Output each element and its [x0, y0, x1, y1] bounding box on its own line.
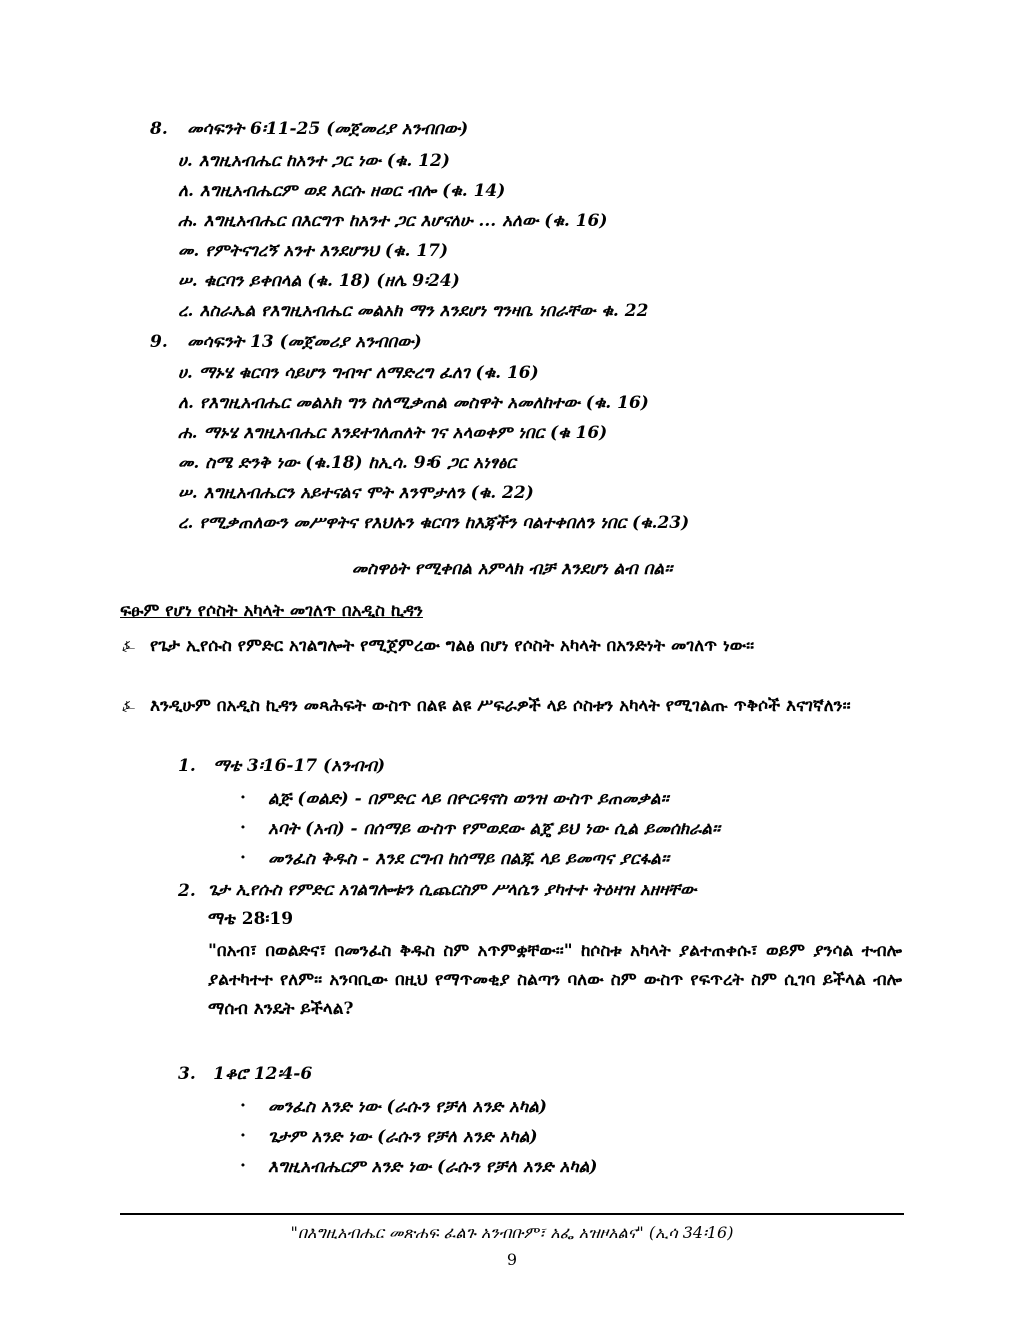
ref-3-item: መንፈስ አንድ ነው (ራሱን የቻለ አንድ አካል) — [268, 1097, 547, 1117]
dot-icon: · — [240, 1156, 246, 1176]
dot-icon: · — [240, 1126, 246, 1146]
ref-1-number: 1. — [178, 756, 196, 776]
section-8-item: ለ. እግዚአብሔርም ወደ እርሱ ዘወር ብሎ (ቁ. 14) — [178, 181, 506, 201]
section-8-item: ሠ. ቁርባን ይቀበላል (ቁ. 18) (ዘሌ 9፡24) — [178, 271, 460, 291]
dot-icon: · — [240, 848, 246, 868]
ref-3-item: ጌታም አንድ ነው (ራሱን የቻለ አንድ አካል) — [268, 1127, 538, 1147]
section-9-number: 9. — [150, 332, 168, 352]
dot-icon: · — [240, 788, 246, 808]
page-number: 9 — [506, 1250, 518, 1269]
section-9-item: ሀ. ማኑሄ ቁርባን ሳይሆን ግብዣ ለማድረግ ፈለገ (ቁ. 16) — [178, 363, 539, 383]
bullet-paragraph: እንዲሁም በአዲስ ኪዳን መጻሕፍት ውስጥ በልዩ ልዩ ሥፍራዎች ላይ ሶስቱን አካላት የሚገልጡ ጥቅሶች እናገኛለን፡፡ — [150, 696, 851, 716]
bullet-icon: ⍼ — [122, 697, 136, 715]
section-8-item: ረ. እስራኤል የእግዚአብሔር መልአክ ማን እንደሆነ ግንዛቤ ነበራቸው ቁ. 22 — [178, 301, 649, 321]
bullet-icon: ⍼ — [122, 637, 136, 655]
ref-3-heading — [178, 1063, 312, 1085]
ref-1-heading — [178, 755, 385, 777]
center-note: መስዋዕት የሚቀበል አምላክ ብቻ እንደሆነ ልብ በል፡፡ — [351, 559, 673, 579]
ref-1-item: መንፈስ ቅዱስ - እንደ ርግብ ከሰማይ በልጁ ላይ ይመጣና ያርፋል፡፡ — [268, 849, 669, 869]
ref-1-title: ማቴ 3፡16-17 (አንብብ) — [213, 756, 386, 776]
section-9-item: መ. ስሜ ድንቅ ነው (ቁ.18) ከኢሳ. 9፡6 ጋር አነፃፅር — [178, 453, 516, 473]
ref-3-number: 3. — [178, 1064, 196, 1084]
section-8-item: ሐ. እግዚአብሔር በእርግጥ ከአንተ ጋር እሆናለሁ ... አለው (ቁ. 16) — [178, 211, 608, 231]
section-8-heading — [150, 118, 468, 140]
section-8-title: መሳፍንት 6፡11-25 (መጀመሪያ አንብበው) — [187, 119, 469, 139]
ref-2-reference: ማቴ 28፡19 — [208, 909, 294, 929]
section-9-item: ሐ. ማኑሄ እግዚአብሔር እንደተገለጠለት ገና አላወቀም ነበር (ቁ 16) — [178, 423, 608, 443]
section-8-item: ሀ. እግዚአብሔር ከአንተ ጋር ነው (ቁ. 12) — [178, 151, 450, 171]
section-8-item: መ. የምትናገረኝ አንተ እንደሆንህ (ቁ. 17) — [178, 241, 449, 261]
section-9-title: መሳፍንት 13 (መጀመሪያ አንብበው) — [187, 332, 422, 352]
ref-1-item: ልጅ (ወልድ) - በምድር ላይ በዮርዳኖስ ወንዝ ውስጥ ይጠመቃል፡፡ — [268, 789, 669, 809]
ref-2-quote: "በአብ፣ በወልድና፣ በመንፈስ ቅዱስ ስም አጥምቋቸው፡፡" ከሶስቱ አካላት ያልተጠቀሱ፣ ወይም ያንሳል ተብሎ ያልተካተተ የለም፡፡ አንባቢው በዚህ የማጥመቂያ ስልጣን ባለው ስም ውስጥ የፍጥረት ስም ሲገባ ይችላል ብሎ ማሰብ እንዴት ይችላል? — [208, 941, 902, 1019]
section-9-item: ለ. የእግዚአብሔር መልአክ ግን ስለሚቃጠል መስዋት አመለከተው (ቁ. 16) — [178, 393, 649, 413]
section-9-heading — [150, 331, 422, 353]
ref-3-title: 1ቆሮ 12፡4-6 — [213, 1064, 313, 1084]
section-9-item: ረ. የሚቃጠለውን መሥዋትና የእህሉን ቁርባን ከእጃችን ባልተቀበለን ነበር (ቁ.23) — [178, 513, 690, 533]
bullet-paragraph: የጌታ ኢየሱስ የምድር አገልግሎት የሚጀምረው ግልፅ በሆነ የሶስት አካላት በአንድነት መገለጥ ነው፡፡ — [150, 636, 755, 656]
dot-icon: · — [240, 1096, 246, 1116]
ref-2-text: ጌታ ኢየሱስ የምድር አገልግሎቱን ሲጨርስም ሥላሴን ያካተተ ትዕዛዝ አዘዛቸው — [208, 880, 697, 900]
ref-1-item: አባት (አብ) - በሰማይ ውስጥ የምወደው ልጄ ይህ ነው ሲል ይመሰክራል፡፡ — [268, 819, 721, 839]
section-9-item: ሠ. እግዚአብሔርን አይተናልና ሞት እንሞታለን (ቁ. 22) — [178, 483, 534, 503]
footer-quote: "በእግዚአብሔር መጽሐፍ ፈልጉ አንብቡም፣ አፌ አዝዞአልና" (ኢሳ 34፡16) — [290, 1223, 734, 1242]
section-heading: ፍፁም የሆነ የሶስት አካላት መገለጥ በአዲስ ኪዳን — [120, 601, 423, 621]
footer-divider — [120, 1213, 904, 1215]
dot-icon: · — [240, 818, 246, 838]
section-8-number: 8. — [150, 119, 168, 139]
ref-2-number: 2. — [178, 881, 196, 901]
ref-3-item: እግዚአብሔርም አንድ ነው (ራሱን የቻለ አንድ አካል) — [268, 1157, 598, 1177]
